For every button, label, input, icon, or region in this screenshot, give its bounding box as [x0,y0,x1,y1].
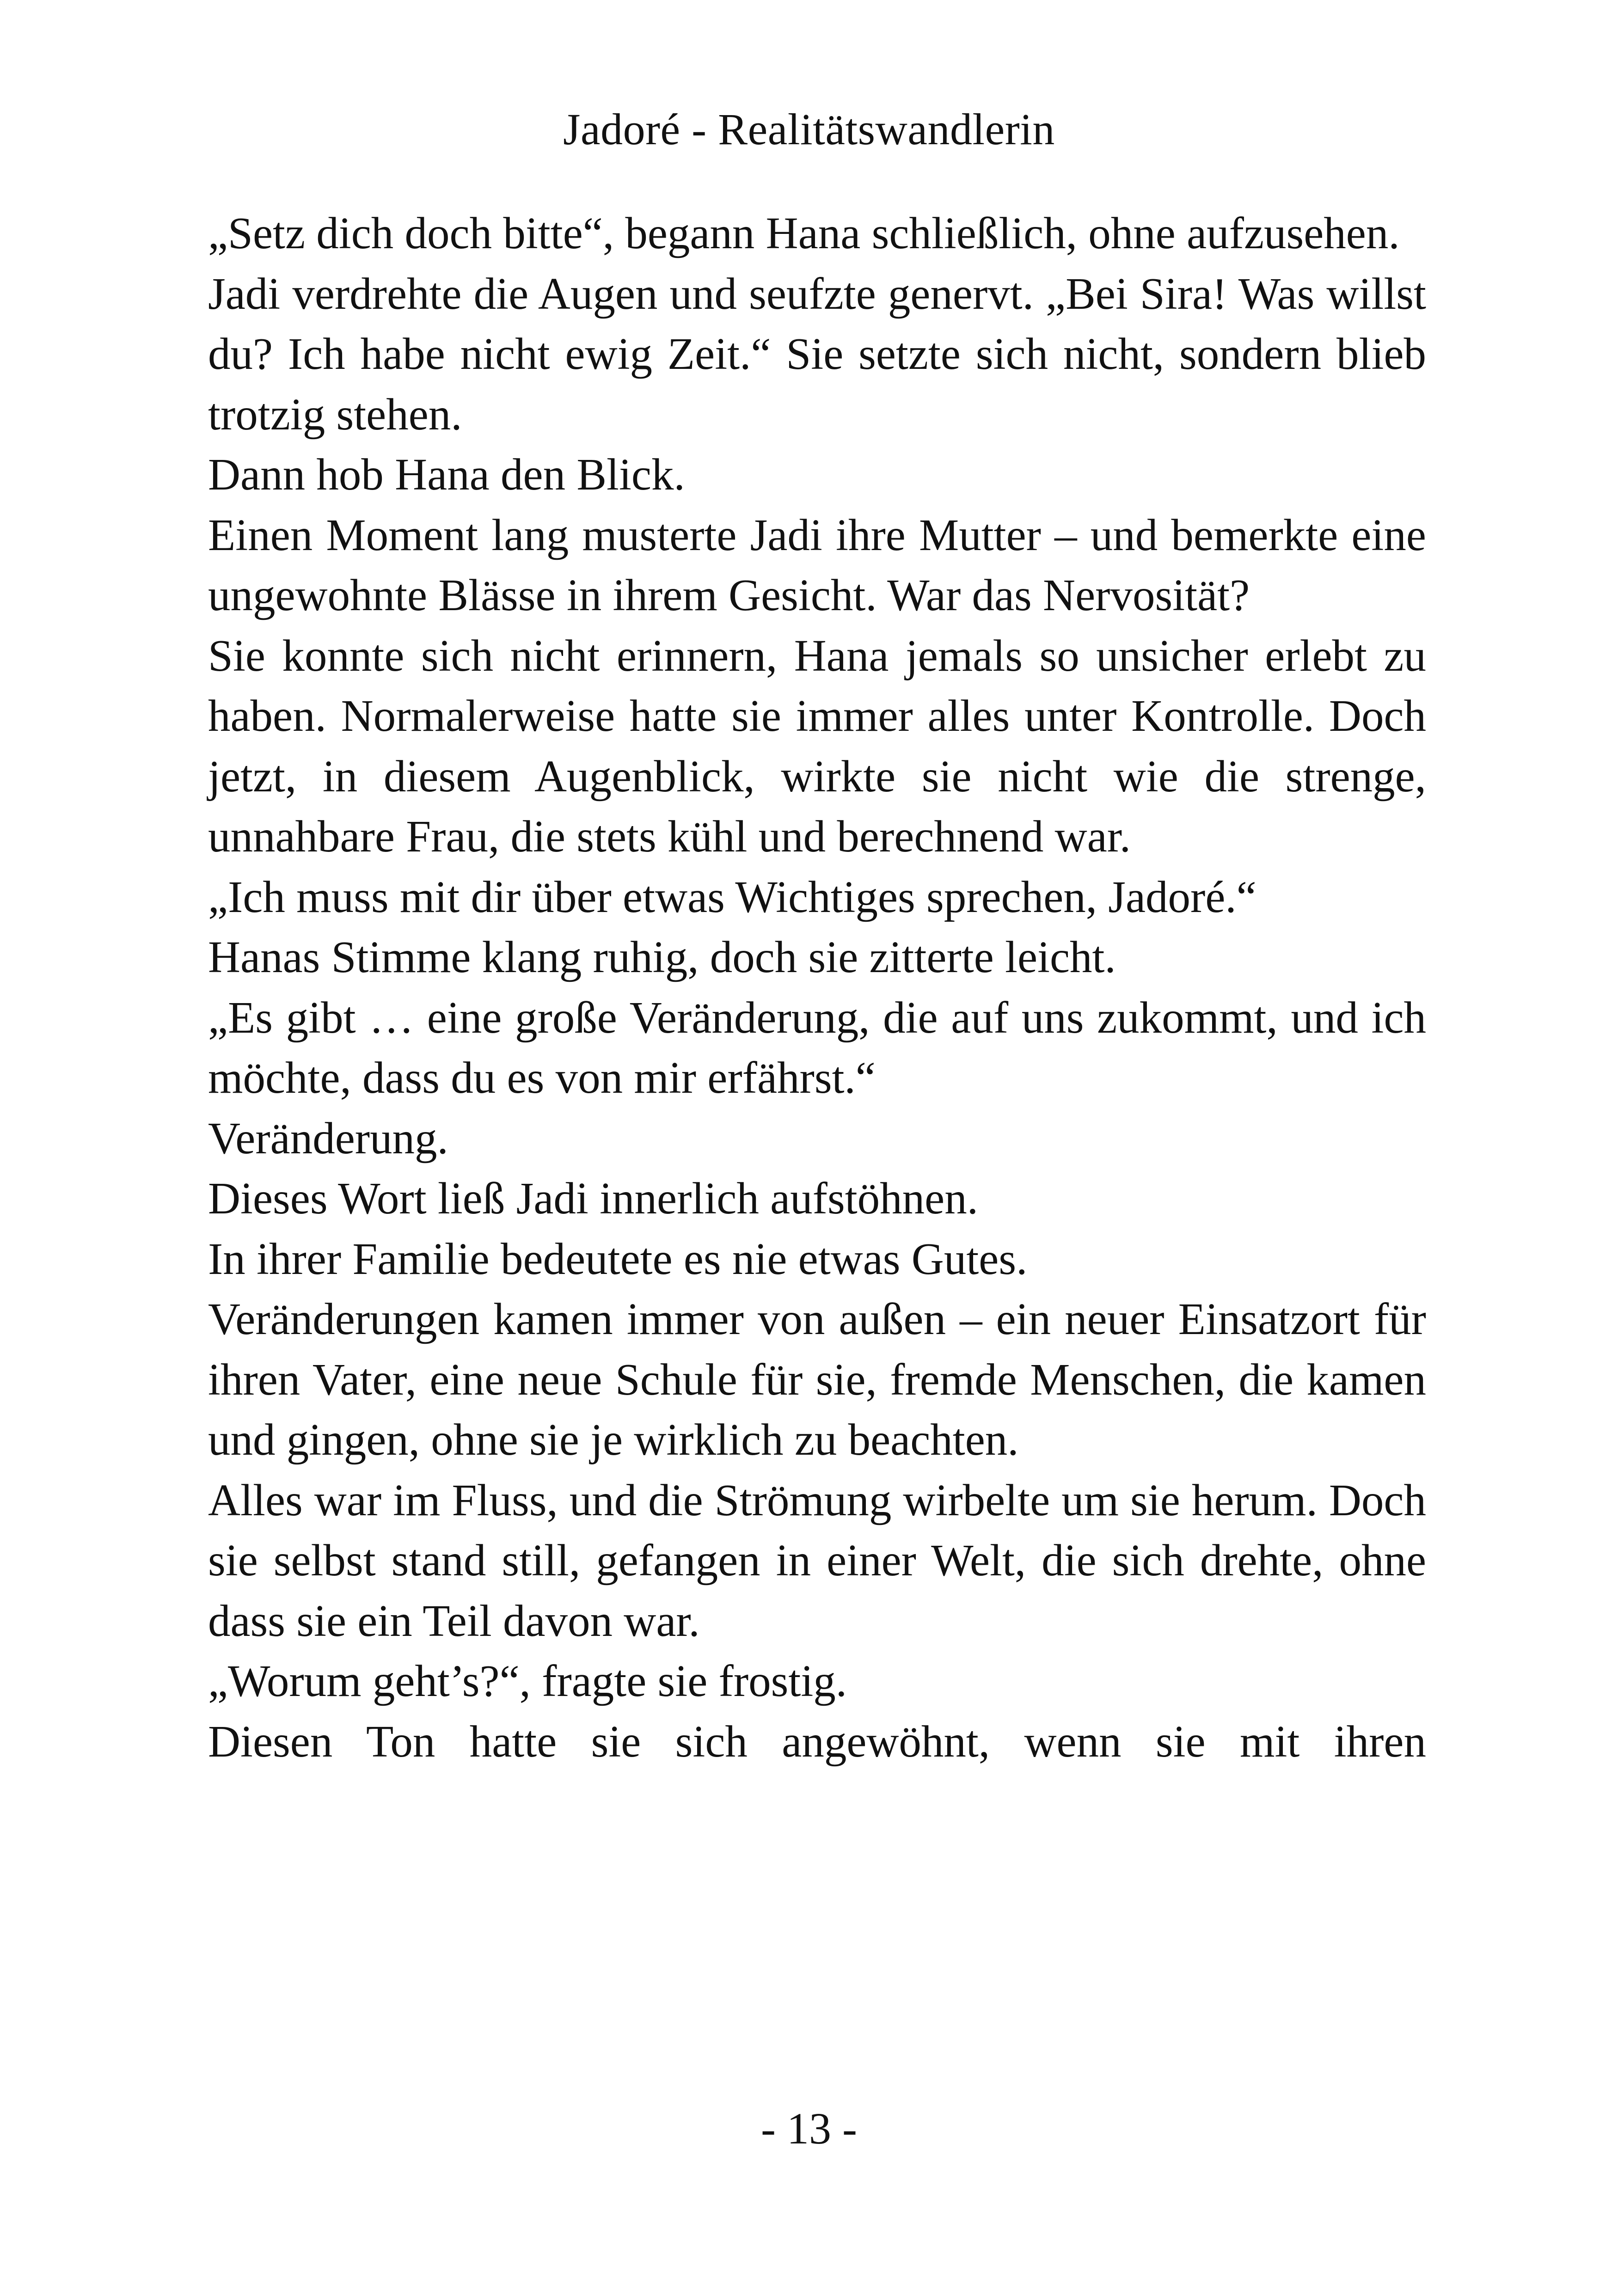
paragraph: In ihrer Familie bedeutete es nie etwas Gutes. [208,1234,1028,1284]
paragraph: „Setz dich doch bitte“, begann Hana schließlich, ohne aufzusehen. [208,208,1400,258]
paragraph: „Es gibt … eine große Veränderung, die auf uns zukommt, und ich möchte, dass du es von mir erfährst.“ [208,992,1426,1102]
paragraph: Hanas Stimme klang ruhig, doch sie zitterte leicht. [208,932,1116,982]
paragraph: Veränderungen kamen immer von außen – ein neuer Einsatzort für ihren Vater, eine neue Schule für sie, fremde Menschen, die kamen und gingen, ohne sie je wirklich zu beachten. [208,1294,1426,1464]
paragraph: Alles war im Fluss, und die Strömung wirbelte um sie herum. Doch sie selbst stand still, gefangen in einer Welt, die sich drehte, ohne dass sie ein Teil davon war. [208,1475,1426,1646]
paragraph: Diesen Ton hatte sie sich angewöhnt, wenn sie mit ihren [208,1716,1426,1766]
page-number: - 13 - [761,2104,857,2153]
paragraph: Sie konnte sich nicht erinnern, Hana jemals so unsicher erlebt zu haben. Normalerweise hatte sie immer alles unter Kontrolle. Doch jetzt, in diesem Augenblick, wirkte sie nicht wie die strenge, unnahbare Frau, die stets kühl und berechnend war. [208,631,1426,861]
running-header: Jadoré - Realitätswandlerin [563,104,1055,154]
page-body [208,203,1426,1772]
paragraph: Dieses Wort ließ Jadi innerlich aufstöhnen. [208,1174,978,1223]
paragraph: „Ich muss mit dir über etwas Wichtiges sprechen, Jadoré.“ [208,872,1256,922]
paragraph: Einen Moment lang musterte Jadi ihre Mutter – und bemerkte eine ungewohnte Blässe in ihrem Gesicht. War das Nervosität? [208,510,1426,620]
paragraph: Veränderung. [208,1113,448,1163]
paragraph: „Worum geht’s?“, fragte sie frostig. [208,1656,847,1706]
paragraph: Dann hob Hana den Blick. [208,450,685,499]
paragraph: Jadi verdrehte die Augen und seufzte genervt. „Bei Sira! Was willst du? Ich habe nicht ewig Zeit.“ Sie setzte sich nicht, sondern blieb trotzig stehen. [208,269,1426,439]
